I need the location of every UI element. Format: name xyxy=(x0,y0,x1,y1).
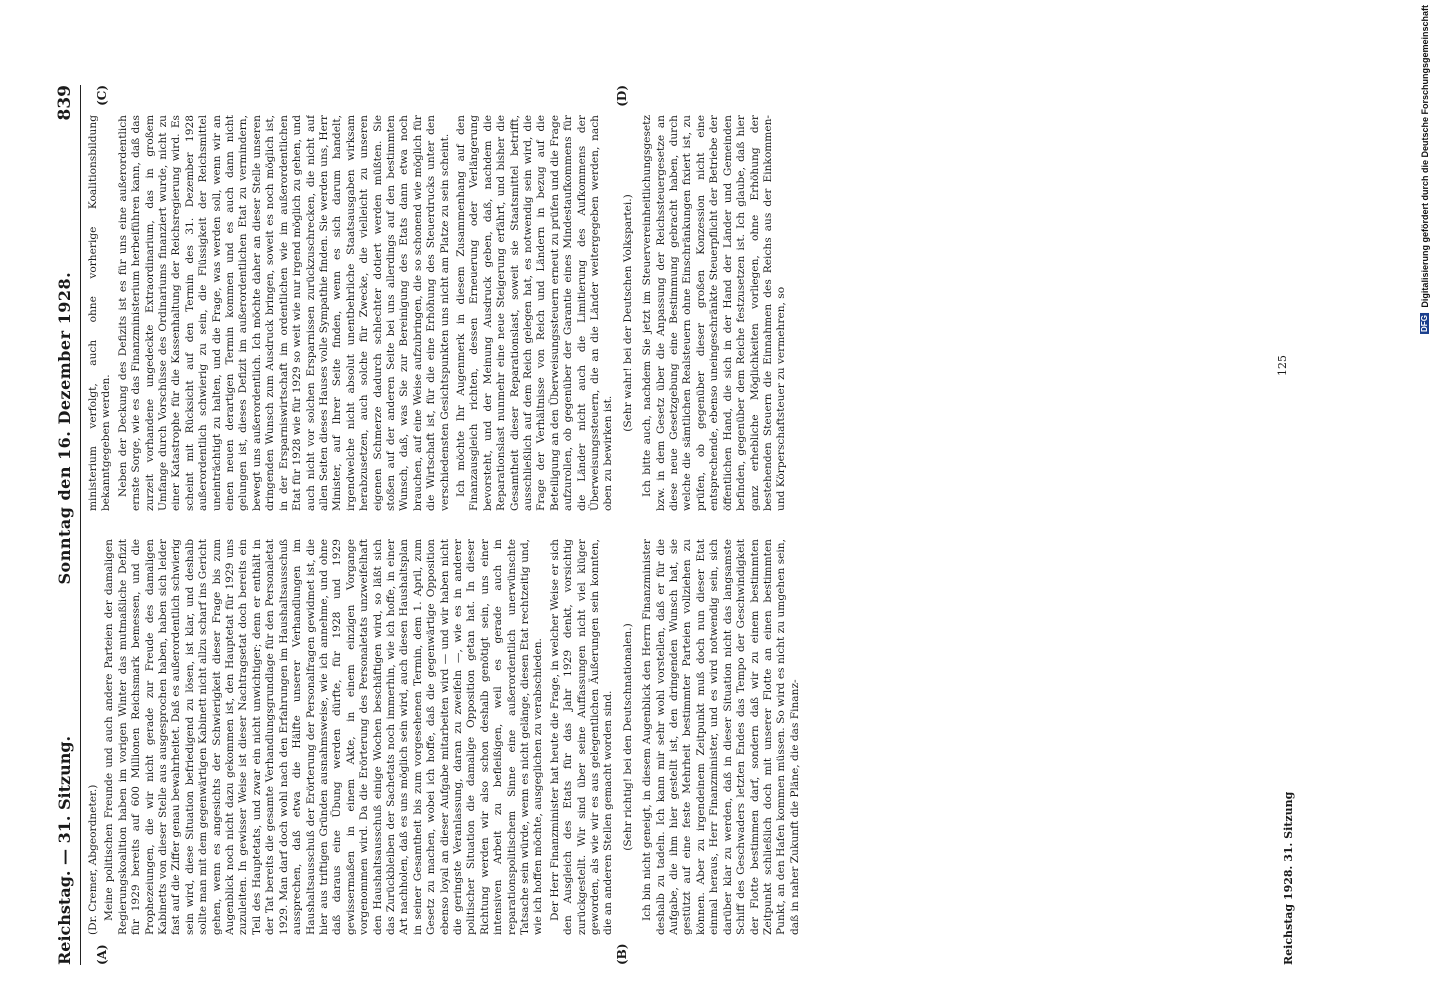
column-left xyxy=(87,539,1255,935)
paragraph: Neben der Deckung des Defizits ist es für uns eine außerordentlich ernste Sorge, wie es das Finanzministerium herbeiführen kann, daß das zurzeit vorhandene ungedeckte Extraordinarium, das in großem Umfange durch Vorschüsse des Ordinariums finanziert wurde, nicht zu einer Katastrophe für die Kassenhaltung der Reichsregierung wird. Es scheint mit Rücksicht auf den Termin des 31. Dezember 1928 außerordentlich schwierig zu sein, die Flüssigkeit der Reichsmittel uneinträchtigt zu halten, und die Frage, was werden soll, wenn wir an einen neuen derartigen Termin kommen und es auch dann nicht gelungen ist, dieses Defizit im außerordentlichen Etat zu vermindern, bewegt uns außerordentlich. Ich möchte daher an dieser Stelle unseren dringenden Wunsch zum Ausdruck bringen, soweit es noch möglich ist, in der Ersparniswirtschaft im ordentlichen wie im außerordentlichen Etat für 1928 wie für 1929 so weit wie nur irgend möglich zu gehen, und auch nicht vor solchen Ersparnissen zurückzuschrecken, die nicht auf allen Seiten dieses Hauses volle Sympathie finden. Sie werden uns, Herr Minister, auf Ihrer Seite finden, wenn es sich darum handelt, irgendwelche nicht absolut unentbehrliche Staatsausgaben wirksam herabzusetzen, auch solche für Zwecke, die vielleicht zu unseren eigenen Schmerze dadurch schlechter dotiert werden müßten. Sie stoßen auf der anderen Seite bei uns allerdings auf den bestimmten Wunsch, daß, was Sie zur Bereinigung des Etats dann etwa noch brauchen, auf eine Weise aufzubringen, die so schonend wie möglich für die Wirtschaft ist, für die eine Erhöhung des Steuerdrucks unter den verschiedensten Gesichtspunkten uns nicht am Platze zu sein scheint. xyxy=(116,115,451,511)
page-number: 839 xyxy=(55,85,75,121)
page-footer xyxy=(1282,85,1295,965)
paragraph: ministerium verfolgt, auch ohne vorherige Koalitionsbildung bekanntgegeben werden. xyxy=(87,115,113,511)
paragraph: Ich bitte auch, nachdem Sie jetzt im Steuervereinheitlichungsgesetz bzw. in dem Gesetz über die Anpassung der Reichssteuergesetze an diese neue Gesetzgebung eine Bestimmung gebracht haben, durch welche die sämtlichen Realsteuern ohne Einschränkungen fixiert ist, zu prüfen, ob gegenüber dieser großen Konzession nicht eine entsprechende, ebenso uneingeschränkte Steuerpflicht der Betriebe der öffentlichen Hand, die sich in der Hand der Länder und Gemeinden befinden, gegenüber dem Reiche festzusetzen ist. Ich glaube, daß hier ganz erhebliche Möglichkeiten vorliegen, ohne Erhöhung der bestehenden Steuern die Einnahmen des Reichs aus der Einkommen- und Körperschaftsteuer zu vermehren, so xyxy=(641,115,788,511)
header-date: Sonntag den 16. Dezember 1928. xyxy=(55,271,74,585)
dfg-logo: DFG xyxy=(1420,315,1429,332)
column-right xyxy=(87,115,1255,511)
digitization-note xyxy=(1418,5,1432,995)
header-session: Reichstag. — 31. Sitzung. xyxy=(55,735,74,965)
paragraph: Ich bin nicht geneigt, in diesem Augenblick den Herrn Finanzminister deshalb zu tadeln. Ich kann mir sehr wohl vorstellen, daß er für die Aufgabe, die ihm hier gestellt ist, den dringenden Wunsch hat, sie gestützt auf eine feste Mehrheit bestimmter Parteien vollziehen zu können. Aber zu irgendeinem Zeitpunkt muß doch nun dieser Etat einmal heraus, Herr Finanzminister, und es wird notwendig sein, sich darüber klar zu werden, daß in dieser Situation nicht das langsamste Schiff des Geschwaders letzten Endes das Tempo der Geschwindigkeit der Flotte bestimmen darf, sondern daß wir zu einem bestimmten Zeitpunkt schließlich doch mit unserer Flotte an einen bestimmten Punkt, an den Hafen kommen müssen. So wird es nicht zu umgehen sein, daß in naher Zukunft die Pläne, die das Finanz- xyxy=(641,539,801,935)
text-columns xyxy=(87,115,1255,935)
margin-marker-c: (C) xyxy=(95,85,109,106)
page-header xyxy=(55,85,81,965)
document-page xyxy=(55,85,1295,965)
signature-code: 125 xyxy=(1276,355,1289,376)
paragraph: Meine politischen Freunde und auch andere Parteien der damaligen Regierungskoalition haben im vorigen Winter das mutmaßliche Defizit für 1929 bereits auf 600 Millionen Reichsmark bemessen, und die Prophezeiungen, die wir nicht gerade zur Freude des damaligen Kabinetts von dieser Stelle aus ausgesprochen haben, haben sich leider fast auf die Ziffer genau bewahrheitet. Daß es außerordentlich schwierig sein wird, diese Situation befriedigend zu lösen, ist klar, und deshalb sollte man mit dem gegenwärtigen Kabinett nicht allzu scharf ins Gericht gehen, wenn es angesichts der Schwierigkeit dieser Frage bis zum Augenblick noch nicht dazu gekommen ist, den Hauptetat für 1929 uns zuzuleiten. In gewisser Weise ist dieser Nachtragsetat doch bereits ein Teil des Hauptetats, und zwar ein nicht unwichtiger; denn er enthält in der Tat bereits die gesamte Verhandlungsgrundlage für den Personaletat 1929. Man darf doch wohl nach den Erfahrungen im Haushaltsausschuß aussprechen, daß etwa die Hälfte unserer Verhandlungen im Haushaltsausschuß der Erörterung der Personalfragen gewidmet ist, die hier aus triftigen Gründen ausnahmsweise, wie ich annehme, und ohne daß daraus eine Übung werden dürfte, für 1928 und 1929 gewissermaßen in einem Akte, in einem einzigen Vorgange vorgenommen wird. Da die Erörterung des Personaletats unzweifelhaft den Haushaltsausschuß einige Wochen beschäftigen wird, so läßt sich das Zurückbleiben der Sachetats noch immerhin, wie ich hoffe, in einer Art nachholen, daß es uns möglich sein wird, auch diesen Haushaltsplan in seiner Gesamtheit bis zum vorgesehenen Termin, dem 1. April, zum Gesetz zu machen, wobei ich hoffe, daß die gegenwärtige Opposition ebenso loyal an dieser Aufgabe mitarbeiten wird — und wir haben nicht die geringste Veranlassung, daran zu zweifeln —, wie es in anderer politischer Situation die damalige Opposition getan hat. In dieser Richtung werden wir also schon deshalb genötigt sein, uns einer intensiven Arbeit zu befleißigen, weil es gerade auch in reparationspolitischem Sinne eine außerordentlich unerwünschte Tatsache sein würde, wenn es nicht gelänge, diesen Etat rechtzeitig und, wie ich hoffen möchte, ausgeglichen zu verabschieden. xyxy=(103,539,545,935)
interjection: (Sehr richtig! bei den Deutschnationalen.) xyxy=(621,623,634,851)
interjection: (Sehr wahr! bei der Deutschen Volkspartei.) xyxy=(621,194,634,432)
digitization-credit: Digitalisierung gefördert durch die Deutsche Forschungsgemeinschaft xyxy=(1420,5,1430,308)
margin-marker-b: (B) xyxy=(615,943,629,965)
margin-marker-d: (D) xyxy=(615,85,629,107)
footer-session: Reichstag 1928. 31. Sitzung xyxy=(1282,791,1295,965)
paragraph: Der Herr Finanzminister hat heute die Frage, in welcher Weise er sich den Ausgleich des Etats für das Jahr 1929 denkt, vorsichtig zurückgestellt. Wir sind über seine Auffassungen nicht viel klüger geworden, als wie wir es aus gelegentlichen Äußerungen sein konnten, die an anderen Stellen gemacht worden sind. xyxy=(548,539,615,935)
margin-marker-a: (A) xyxy=(95,944,109,965)
paragraph: Ich möchte Ihr Augenmerk in diesem Zusammenhang auf den Finanzausgleich richten, dessen Erneuerung oder Verlängerung bevorsteht, und der Meinung Ausdruck geben, daß, nachdem die Reparationslast nunmehr eine neue Steigerung erfährt, und bisher die Gesamtheit dieser Reparationslast, soweit sie Staatsmittel betrifft, ausschließlich auf dem Reich gelegen hat, es notwendig sein wird, die Frage der Verhältnisse von Reich und Ländern in bezug auf die Beteiligung an den Überweisungssteuern erneut zu prüfen und die Frage aufzurollen, ob gegenüber der Garantie eines Mindestaufkommens für die Länder nicht auch die Limitierung des Aufkommens der Überweisungssteuern, die an die Länder weitergegeben werden, nach oben zu bewirken ist. xyxy=(454,115,615,511)
speaker-line: (Dr. Cremer, Abgeordneter.) xyxy=(87,784,99,935)
